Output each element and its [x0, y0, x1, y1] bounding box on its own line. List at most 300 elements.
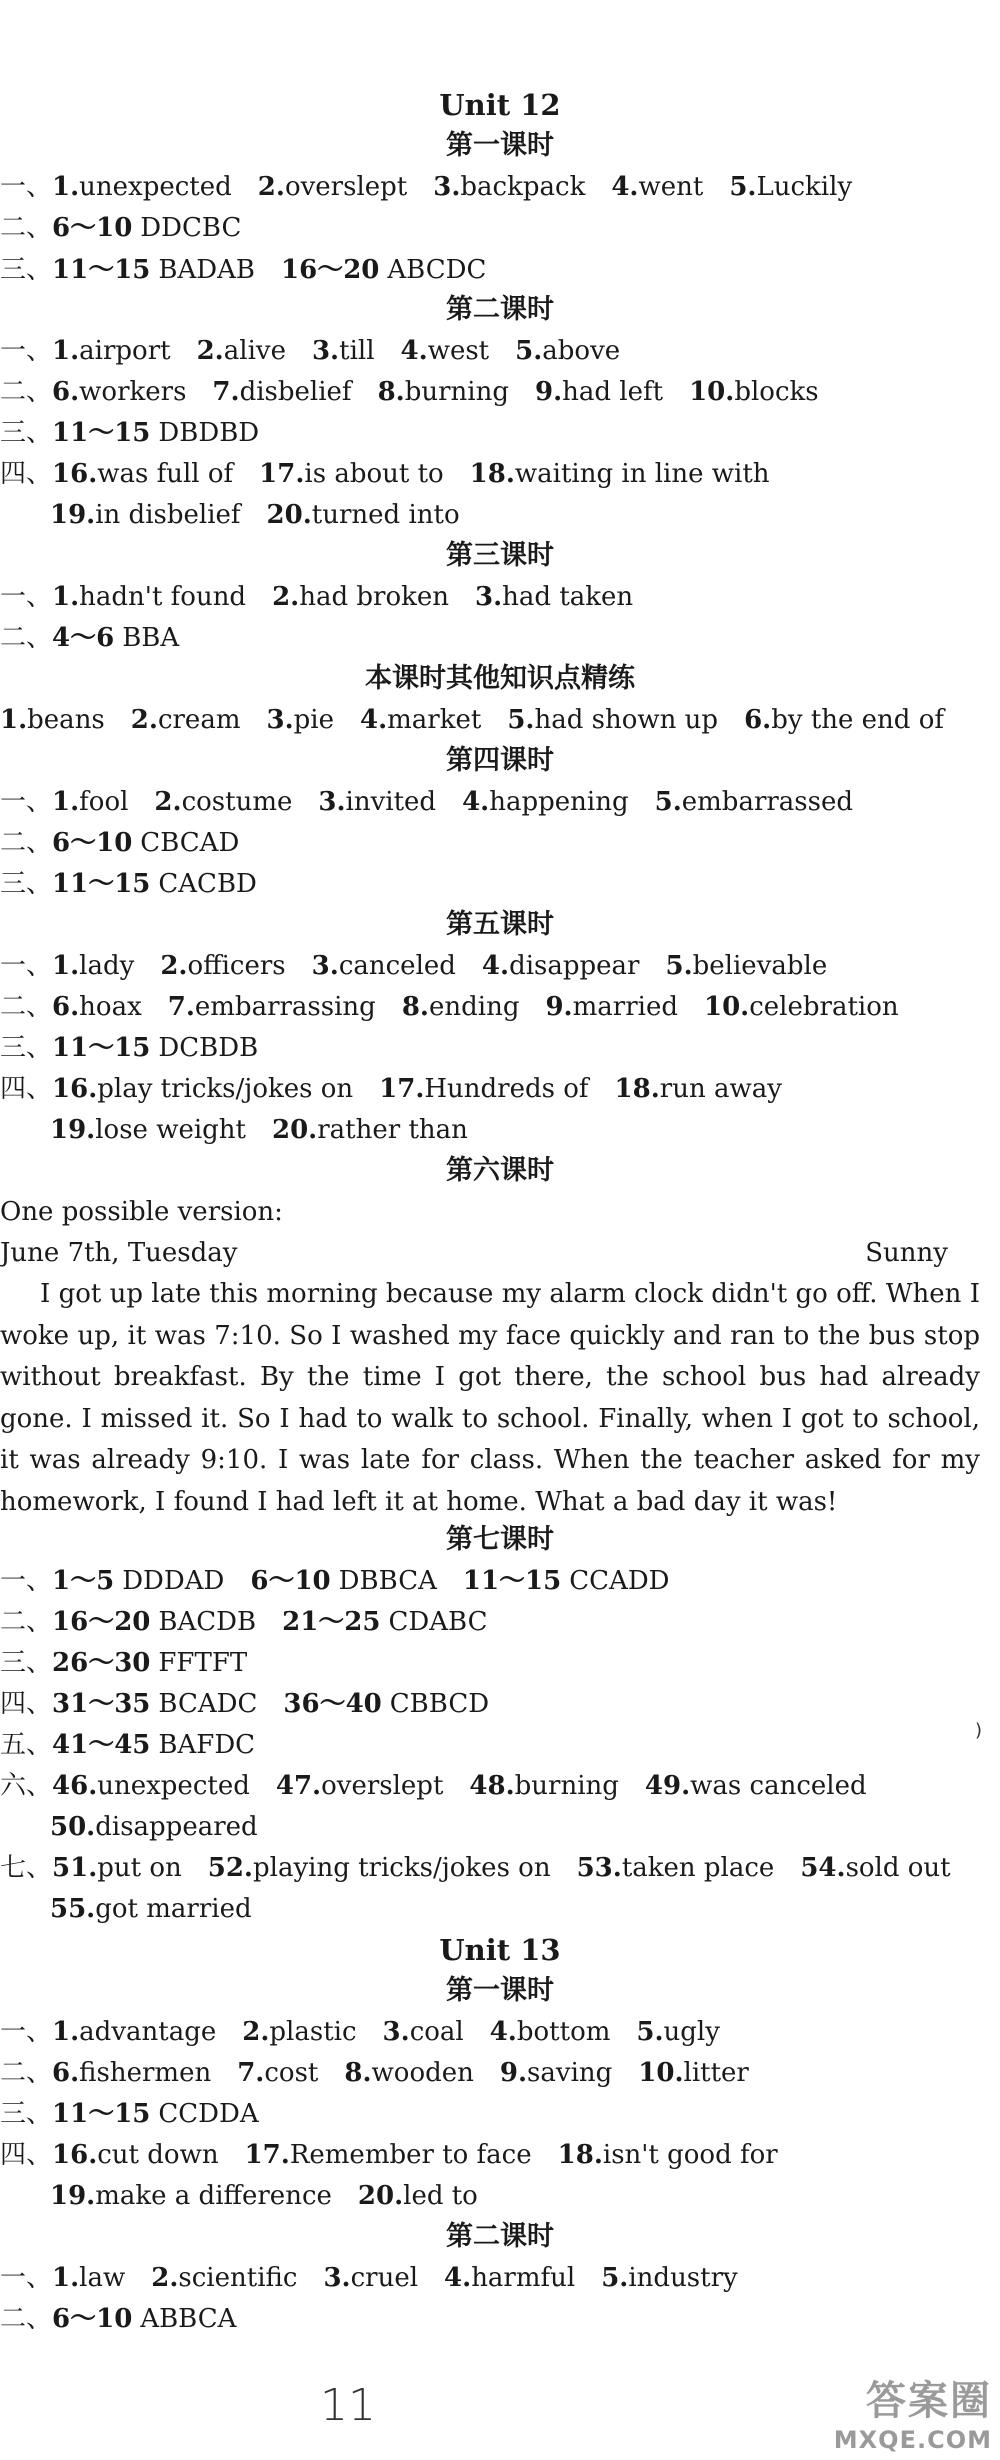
question-number: 41～45: [52, 1730, 151, 1760]
answer-item: [379, 1069, 588, 1109]
section-label: 二、: [0, 213, 53, 243]
answer-text: CBBCD: [389, 1689, 490, 1719]
section-label: 三、: [0, 2099, 53, 2129]
question-number: 3.: [311, 336, 340, 366]
answer-text: CBCAD: [140, 828, 240, 858]
answer-text: coal: [409, 2017, 464, 2047]
answer-text: cut down: [97, 2140, 219, 2170]
question-number: 10.: [689, 377, 735, 407]
answer-item: [50, 1889, 252, 1929]
answer-row: [0, 2299, 262, 2339]
question-number: 26～30: [52, 1648, 151, 1678]
answer-text: BCADC: [158, 1689, 258, 1719]
answer-text: beans: [27, 705, 105, 735]
answer-row: [50, 495, 486, 535]
answer-item: [50, 1110, 246, 1150]
question-number: 4.: [400, 336, 428, 366]
answer-row: [0, 618, 205, 658]
section-label: 四、: [0, 1074, 53, 1104]
answer-row: [0, 331, 646, 371]
answer-text: overslept: [284, 172, 408, 202]
answer-item: [266, 700, 334, 740]
question-number: 17.: [259, 459, 305, 489]
answer-item: [267, 495, 460, 535]
section-label: 一、: [0, 336, 53, 366]
answer-text: make a difference: [95, 2181, 332, 2211]
section-label: 三、: [0, 869, 53, 899]
answer-text: canceled: [338, 951, 456, 981]
section-label: 二、: [0, 828, 53, 858]
question-number: 3.: [323, 2263, 351, 2293]
question-number: 16.: [52, 1074, 98, 1104]
answer-item: [52, 618, 179, 658]
question-number: 5.: [729, 172, 757, 202]
answer-item: [665, 946, 827, 986]
answer-text: officers: [187, 951, 286, 981]
answer-row: [50, 2176, 504, 2216]
answer-row: [0, 577, 659, 617]
question-number: 46.: [52, 1771, 98, 1801]
question-number: 16.: [52, 459, 98, 489]
question-number: 11～15: [52, 869, 151, 899]
question-number: 19.: [50, 2181, 96, 2211]
version-note: One possible version:: [0, 1197, 283, 1227]
answer-text: by the end of: [771, 705, 944, 735]
answer-text: above: [542, 336, 621, 366]
answer-item: [258, 167, 407, 207]
answer-text: workers: [79, 377, 187, 407]
answer-item: [500, 2053, 612, 2093]
section-label: 三、: [0, 1648, 53, 1678]
answer-item: [168, 987, 376, 1027]
answer-text: believable: [692, 951, 828, 981]
question-number: 18.: [614, 1074, 660, 1104]
answer-text: hadn't found: [79, 582, 247, 612]
answer-item: [558, 2135, 778, 2175]
answer-text: cost: [264, 2058, 319, 2088]
watermark-url: MXQE.COM: [833, 2426, 992, 2454]
question-number: 5.: [636, 2017, 664, 2047]
answer-text: run away: [659, 1074, 782, 1104]
answer-text: disappear: [509, 951, 640, 981]
answer-item: [383, 2012, 464, 2052]
answer-text: DCBDB: [158, 1033, 259, 1063]
answer-row: [0, 250, 512, 290]
question-number: 4.: [489, 2017, 517, 2047]
answer-item: [151, 2258, 297, 2298]
answer-text: was canceled: [690, 1771, 867, 1801]
answer-text: saving: [527, 2058, 613, 2088]
unit-title: Unit 12: [439, 88, 561, 122]
answer-text: lady: [79, 951, 135, 981]
question-number: 11～15: [52, 418, 151, 448]
answer-text: led to: [403, 2181, 478, 2211]
answer-row: [0, 1069, 808, 1109]
question-number: 1.: [52, 2263, 80, 2293]
answer-text: backpack: [460, 172, 586, 202]
answer-text: CCADD: [569, 1566, 670, 1596]
answer-item: [52, 2053, 211, 2093]
margin-mark: ): [975, 1720, 983, 1741]
answer-row: [0, 987, 925, 1027]
answer-text: CCDDA: [158, 2099, 259, 2129]
answer-text: hoax: [79, 992, 142, 1022]
question-number: 2.: [154, 787, 182, 817]
question-number: 3.: [433, 172, 461, 202]
answer-text: costume: [181, 787, 293, 817]
diary-date: June 7th, Tuesday: [0, 1238, 238, 1268]
answer-item: [52, 987, 142, 1027]
answer-text: playing tricks/jokes on: [252, 1853, 551, 1883]
question-number: 10.: [703, 992, 750, 1022]
answer-text: litter: [683, 2058, 749, 2088]
section-label: 一、: [0, 2263, 53, 2293]
answer-row: [0, 823, 265, 863]
answer-text: cruel: [350, 2263, 419, 2293]
question-number: 3.: [475, 582, 503, 612]
question-number: 6.: [744, 705, 772, 735]
answer-row: [50, 1110, 494, 1150]
answer-item: [312, 331, 375, 371]
answer-item: [272, 577, 449, 617]
question-number: 4.: [611, 172, 639, 202]
answer-item: [358, 2176, 478, 2216]
answer-item: [52, 250, 255, 290]
answer-text: play tricks/jokes on: [97, 1074, 354, 1104]
answer-text: disappeared: [95, 1812, 258, 1842]
question-number: 48.: [469, 1771, 515, 1801]
answer-item: [259, 454, 444, 494]
answer-text: rather than: [317, 1115, 468, 1145]
question-number: 1.: [52, 951, 80, 981]
question-number: 20.: [266, 500, 312, 530]
question-number: 16～20: [52, 1607, 151, 1637]
answer-text: was full of: [97, 459, 234, 489]
answer-item: [282, 1602, 487, 1642]
answer-text: BACDB: [158, 1607, 257, 1637]
answer-item: [154, 782, 292, 822]
answer-row: [0, 2135, 804, 2175]
answer-text: blocks: [734, 377, 819, 407]
watermark: [834, 2369, 992, 2454]
answer-text: CACBD: [158, 869, 257, 899]
answer-text: embarrassing: [194, 992, 376, 1022]
answer-item: [52, 1561, 224, 1601]
answer-item: [463, 1561, 670, 1601]
answer-item: [160, 946, 285, 986]
answer-item: [469, 1766, 619, 1806]
answer-item: [462, 782, 629, 822]
answer-item: [52, 1848, 182, 1888]
question-number: 11～15: [52, 2099, 151, 2129]
question-number: 36～40: [283, 1689, 382, 1719]
question-number: 50.: [50, 1812, 96, 1842]
section-label: 二、: [0, 623, 53, 653]
answer-item: [52, 782, 128, 822]
answer-row: [0, 2053, 775, 2093]
answer-text: burning: [404, 377, 509, 407]
question-number: 1～5: [52, 1566, 115, 1596]
answer-text: sold out: [845, 1853, 951, 1883]
question-number: 18.: [469, 459, 515, 489]
answer-item: [281, 250, 486, 290]
question-number: 4～6: [52, 623, 115, 653]
question-number: 9.: [545, 992, 573, 1022]
answer-item: [704, 987, 899, 1027]
section-label: 二、: [0, 2058, 53, 2088]
answer-item: [50, 1807, 258, 1847]
question-number: 8.: [344, 2058, 372, 2088]
answer-text: lose weight: [95, 1115, 246, 1145]
answer-item: [638, 2053, 749, 2093]
question-number: 2.: [272, 582, 300, 612]
answer-text: DBBCA: [338, 1566, 437, 1596]
lesson-heading: 第二课时: [446, 2221, 554, 2252]
section-label: 二、: [0, 1607, 53, 1637]
answer-item: [52, 823, 239, 863]
answer-item: [444, 2258, 575, 2298]
answer-text: alive: [223, 336, 286, 366]
answer-text: celebration: [749, 992, 899, 1022]
answer-text: fool: [79, 787, 129, 817]
answer-text: west: [427, 336, 490, 366]
answer-item: [52, 167, 232, 207]
answer-row: [0, 167, 878, 207]
section-label: 七、: [0, 1853, 53, 1883]
answer-item: [52, 1766, 250, 1806]
answer-item: [52, 1069, 353, 1109]
unit-title: Unit 13: [439, 1933, 561, 1967]
section-label: 二、: [0, 377, 53, 407]
answer-row: [50, 1807, 284, 1847]
answer-item: [401, 331, 490, 371]
answer-text: went: [638, 172, 704, 202]
question-number: 1.: [52, 172, 80, 202]
question-number: 4.: [462, 787, 490, 817]
answer-item: [318, 782, 436, 822]
answer-item: [744, 700, 944, 740]
question-number: 7.: [167, 992, 195, 1022]
answer-item: [52, 208, 241, 248]
answer-text: CDABC: [388, 1607, 488, 1637]
answer-item: [52, 454, 233, 494]
answer-item: [601, 2258, 738, 2298]
answer-item: [475, 577, 633, 617]
answer-text: is about to: [304, 459, 444, 489]
answer-item: [52, 1602, 256, 1642]
answer-text: had shown up: [534, 705, 719, 735]
section-label: 一、: [0, 951, 53, 981]
answer-text: overslept: [321, 1771, 444, 1801]
question-number: 47.: [275, 1771, 322, 1801]
answer-text: Remember to face: [289, 2140, 532, 2170]
question-number: 49.: [644, 1771, 691, 1801]
answer-text: wooden: [371, 2058, 474, 2088]
answer-item: [52, 1684, 257, 1724]
answer-row: [0, 946, 853, 986]
question-number: 20.: [272, 1115, 318, 1145]
answer-item: [52, 946, 134, 986]
answer-text: Hundreds of: [424, 1074, 589, 1104]
answer-item: [535, 372, 663, 412]
lesson-heading: 本课时其他知识点精练: [365, 663, 635, 694]
answer-item: [545, 987, 678, 1027]
answer-row: [0, 2094, 285, 2134]
question-number: 4.: [360, 705, 388, 735]
answer-text: got married: [95, 1894, 252, 1924]
question-number: 52.: [207, 1853, 253, 1883]
question-number: 16.: [52, 2140, 98, 2170]
question-number: 21～25: [282, 1607, 381, 1637]
answer-text: had taken: [502, 582, 634, 612]
question-number: 2.: [130, 705, 158, 735]
section-label: 一、: [0, 582, 53, 612]
question-number: 3.: [311, 951, 339, 981]
lesson-heading: 第四课时: [446, 745, 554, 776]
answer-item: [470, 454, 770, 494]
answer-row: [0, 782, 879, 822]
question-number: 1.: [52, 787, 80, 817]
answer-item: [515, 331, 620, 371]
answer-row: [0, 2012, 746, 2052]
answer-row: [0, 1028, 284, 1068]
answer-item: [402, 987, 520, 1027]
answer-item: [208, 1848, 551, 1888]
lesson-heading: 第一课时: [446, 1975, 554, 2006]
question-number: 11～15: [462, 1566, 562, 1596]
answer-text: invited: [345, 787, 437, 817]
lesson-heading: 第一课时: [446, 130, 554, 161]
section-label: 五、: [0, 1730, 53, 1760]
answer-item: [689, 372, 819, 412]
question-number: 2.: [196, 336, 224, 366]
answer-text: law: [79, 2263, 126, 2293]
answer-row: [0, 1561, 696, 1601]
question-number: 20.: [357, 2181, 404, 2211]
answer-item: [50, 495, 241, 535]
answer-row: [0, 1602, 514, 1642]
question-number: 2.: [257, 172, 285, 202]
answer-text: pie: [293, 705, 334, 735]
answer-text: airport: [79, 336, 171, 366]
question-number: 6～10: [250, 1566, 331, 1596]
answer-item: [433, 167, 585, 207]
section-label: 六、: [0, 1771, 53, 1801]
answer-row: [0, 454, 796, 494]
answer-item: [577, 1848, 775, 1888]
question-number: 4.: [481, 951, 510, 981]
section-label: 三、: [0, 418, 53, 448]
answer-row: [0, 413, 285, 453]
answer-item: [52, 372, 186, 412]
question-number: 31～35: [52, 1689, 151, 1719]
question-number: 8.: [401, 992, 429, 1022]
watermark-logo-text: 答案圈: [866, 2378, 992, 2424]
answer-row: [0, 2258, 764, 2298]
answer-text: turned into: [311, 500, 460, 530]
answer-item: [800, 1848, 950, 1888]
question-number: 7.: [237, 2058, 265, 2088]
answer-text: disbelief: [239, 377, 352, 407]
answer-text: DDCBC: [140, 213, 242, 243]
answer-row: [0, 208, 267, 248]
answer-item: [245, 2135, 532, 2175]
answer-text: market: [387, 705, 482, 735]
question-number: 5.: [654, 787, 682, 817]
answer-item: [212, 372, 351, 412]
question-number: 55.: [50, 1894, 96, 1924]
answer-item: [52, 1725, 255, 1765]
answer-text: fishermen: [79, 2058, 212, 2088]
lesson-heading: 第六课时: [446, 1155, 554, 1186]
answer-text: had broken: [299, 582, 450, 612]
question-number: 16～20: [281, 255, 380, 285]
section-label: 四、: [0, 459, 53, 489]
question-number: 1.: [52, 582, 80, 612]
answer-item: [482, 946, 640, 986]
question-number: 51.: [52, 1853, 98, 1883]
question-number: 5.: [515, 336, 543, 366]
section-label: 四、: [0, 2140, 53, 2170]
answer-item: [52, 1028, 258, 1068]
section-label: 一、: [0, 2017, 53, 2047]
answer-row: [0, 1684, 515, 1724]
answer-text: BADAB: [158, 255, 256, 285]
section-label: 二、: [0, 992, 53, 1022]
question-number: 2.: [151, 2263, 179, 2293]
question-number: 9.: [499, 2058, 528, 2088]
question-number: 17.: [244, 2140, 290, 2170]
section-label: 四、: [0, 1689, 53, 1719]
answer-text: Luckily: [756, 172, 853, 202]
question-number: 2.: [160, 951, 188, 981]
answer-text: put on: [97, 1853, 182, 1883]
answer-item: [250, 1561, 437, 1601]
sample-essay: I got up late this morning because my alarm clock didn't go off. When I woke up, it was 7:10. So I washed my face quickly and ran to the bus stop without breakfast. By the time I got there, the school bus had already gone. I missed it. So I had to walk to school. Finally, when I got to school, it was already 9:10. I was late for class. When the teacher asked for my homework, I found I had left it at home. What a bad day it was!: [0, 1279, 980, 1517]
answer-item: [52, 577, 246, 617]
answer-text: unexpected: [97, 1771, 250, 1801]
answer-item: [131, 700, 241, 740]
answer-text: isn't good for: [602, 2140, 778, 2170]
question-number: 5.: [507, 705, 535, 735]
question-number: 19.: [50, 500, 96, 530]
answer-text: ABBCA: [140, 2304, 237, 2334]
answer-item: [615, 1069, 782, 1109]
answer-row: [0, 1725, 281, 1765]
question-number: 11～15: [52, 1033, 151, 1063]
answer-item: [344, 2053, 474, 2093]
answer-row: [0, 372, 845, 412]
answer-item: [52, 2135, 219, 2175]
answer-item: [360, 700, 481, 740]
answer-item: [52, 2299, 236, 2339]
answer-text: till: [339, 336, 375, 366]
answer-item: [52, 1643, 247, 1683]
answer-text: married: [572, 992, 678, 1022]
answer-text: bottom: [516, 2017, 611, 2047]
answer-item: [52, 864, 257, 904]
section-label: 三、: [0, 1033, 53, 1063]
answer-text: ugly: [663, 2017, 720, 2047]
question-number: 6～10: [52, 828, 133, 858]
answer-item: [50, 2176, 332, 2216]
question-number: 5.: [665, 951, 693, 981]
question-number: 3.: [266, 705, 294, 735]
answer-text: unexpected: [79, 172, 232, 202]
answer-row: [0, 864, 283, 904]
question-number: 1.: [52, 336, 80, 366]
question-number: 53.: [576, 1853, 622, 1883]
